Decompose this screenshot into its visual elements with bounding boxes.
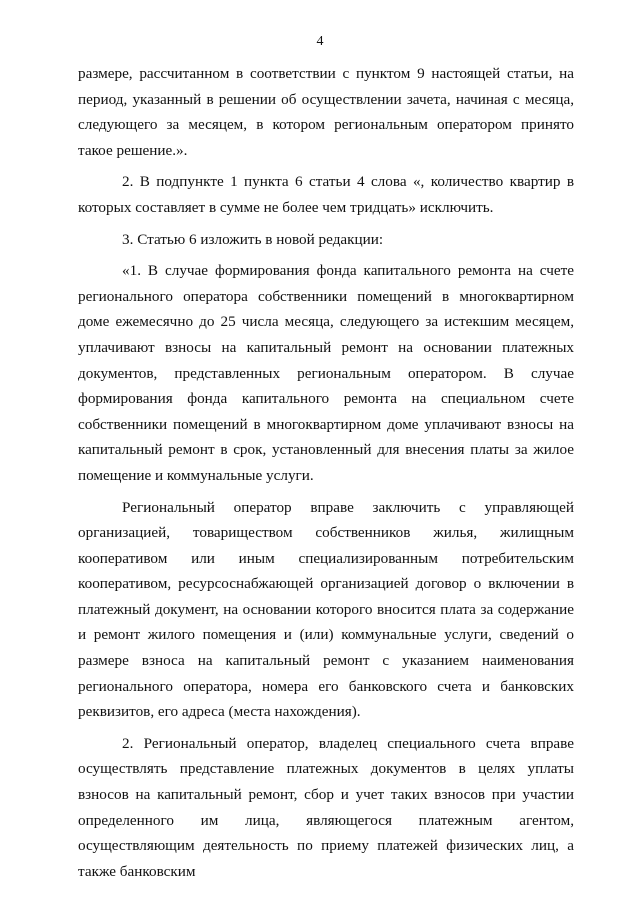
document-body <box>78 61 574 890</box>
paragraph-continuation: размере, рассчитанном в соответствии с пунктом 9 настоящей статьи, на период, указанный в решении об осуществлении зачета, начиная с месяца, следующего за месяцем, в котором региональным оператором принято такое решение.». <box>78 65 574 159</box>
paragraph-article-6-part-2: 2. Региональный оператор, владелец специального счета вправе осуществлять представление платежных документов в целях уплаты взносов на капитальный ремонт, сбор и учет таких взносов при участии определенного им лица, являющегося платежным агентом, осуществляющим деятельность по приему платежей физических лиц, а также банковским <box>78 734 574 880</box>
paragraph-article-6-part-1: «1. В случае формирования фонда капитального ремонта на счете регионального оператора собственники помещений в многоквартирном доме ежемесячно до 25 числа месяца, следующего за истекшим месяцем, уплачивают взносы на капитальный ремонт на основании платежных документов, представленных региональным оператором. В случае формирования фонда капитального ремонта на специальном счете собственники помещений в многоквартирном доме уплачивают взносы на капитальный ремонт в срок, установленный для внесения платы за жилое помещение и коммунальные услуги. <box>78 262 574 484</box>
page-number: 4 <box>316 34 324 49</box>
paragraph-regional-operator: Региональный оператор вправе заключить с управляющей организацией, товариществом собственников жилья, жилищным кооперативом или иным специализированным потребительским кооперативом, ресурсоснабжающей организацией договор о включении в платежный документ, на основании которого вносится плата за содержание и ремонт жилого помещения и (или) коммунальные услуги, сведений о размере взноса на капитальный ремонт с указанием наименования регионального оператора, номера его банковского счета и банковских реквизитов, его адреса (места нахождения). <box>78 498 574 721</box>
paragraph-item-3: 3. Статью 6 изложить в новой редакции: <box>122 230 384 248</box>
paragraph-item-2: 2. В подпункте 1 пункта 6 статьи 4 слова «, количество квартир в которых составляет в сумме не более чем тридцать» исключить. <box>78 173 574 216</box>
